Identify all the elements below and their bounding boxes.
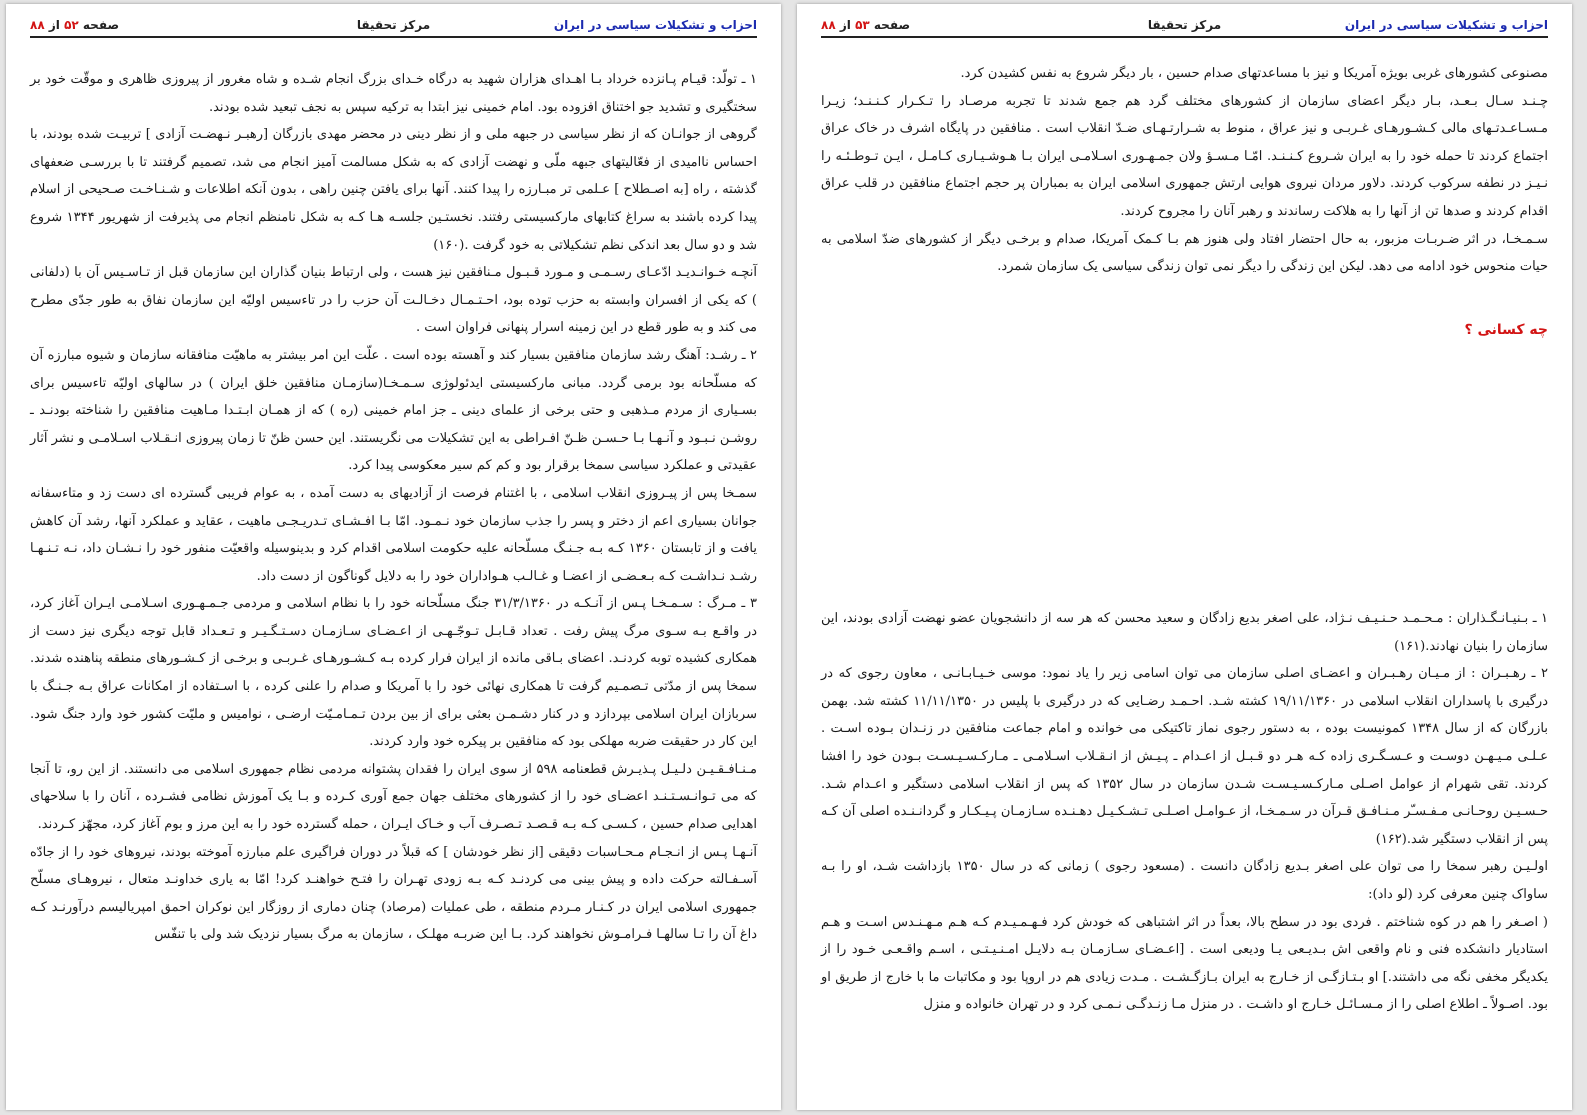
paragraph: اولـیـن رهبر سمخا را می توان علی اصغر بـدیع زادگان دانست . (مسعود رجوی ) زمانی که در سال ۱۳۵۰ بازداشت شـد، او را بـه ساواک چنین معرفی کرد (لو داد): [821,859,1548,902]
paragraph: سمـخا پس از پیـروزی انقلاب اسلامی ، با اغتنام فرصت از آزادیهای به دست آمده ، به عوام فریبی گسترده ای دست زد و متاءسفانه جوانان بسیاری اعم از دختر و پسر را جذب سازمان خود نـمـود. امّا بـا افـشـای تـدریـجـی ماهیت ، عقاید و عملکرد آنها، رشد آن کاهش یافت و از تابستان ۱۳۶۰ کـه بـه جـنـگ مسلّحانه علیه حکومت اسلامی اقدام کرد و بدینوسیله واقعیّت منفور خود را نـشـان داد، نـه تـنـهـا رشـد نـداشـت کـه بـعـضـی از اعضـا و غـالـب هـواداران خود را به دلایل گوناگون از دست داد. [30,485,757,584]
page-52 [6,4,781,1110]
current-page: ۵۳ [855,18,870,32]
paragraph: چـنـد سـال بـعـد، بـار دیگر اعضای سازمان از کشورهای مختلف گرد هم جمع شدند تا تجربه مرصـاد را تـکـرار کـنـنـد؛ زیـرا مـسـاعـدتـهای مالی کـشـورهـای غـربـی و نیز عراق ، منوط به شـرارتـهـای ضـدّ انقلاب است . منافقین در پایگاه اشرف در خاک عراق اجتماع کردند تا حمله خود را به ایران شـروع کـنـنـد. امّـا مـسـؤ ولان جمـهـوری اسـلامـی ایران بـا هـوشـیـاری کـامـل ، ایـن تـوطـئـه را نـیـز در نطفه سرکوب کردند. دلاور مردان نیروی هوایی ارتش جمهوری اسلامی ایران به بمباران پر حجم اجتماع منافقین در قلب عراق اقدام کردند و صدها تن از آنها را به هلاکت رساندند و رهبر آنان را مجروح کردند. [821,93,1549,219]
paragraph: سـمـخـا، در اثر ضـربـات مزبور، به حال احتضار افتاد ولی هنوز هم بـا کـمک آمریکا، صدام و برخـی دیگر از کشورهای ضدّ اسلامی به حیات منحوس خود ادامه می دهد. لیکن این زندگی را دیگر نمی توان زندگی سیاسی یک سازمان شمرد. [821,231,1548,275]
paragraph: گروهی از جوانـان که از نظر سیاسی در جبهه ملی و از نظر دینی در محضر مهدی بازرگان [رهبـر نـهضـت آزادی ] تربیـت شده بودند، با احساس ناامیدی از فعّالیتهای جبهه ملّی و نهضت آزادی که به شکل مسالمت آمیز انجام می شد، تصمیم گرفتند تا با بررسـی ضعفهای گذشته ، راه [به اصـطلاح ] عـلمی تر مبـارزه را پیدا کنند. آنها برای یافتن چنین راهی ، بدون آنکه اطلاعات و شـنـاخـت صـحیحی از اسلام پیدا کرده باشند به سراغ کتابهای مارکسیستی رفتند. نخستـین جلسـه هـا کـه به شکل نامنظم انجام می پذیرفت از شهریور ۱۳۴۴ شروع شد و دو سال بعد اندکی نظم تشکیلاتی به خود گرفت .(۱۶۰) [30,127,757,253]
current-page: ۵۲ [64,18,79,32]
of-word: از [839,18,851,32]
page-body-bottom [821,605,1548,1019]
publisher-name: مرکز تحقیقا [356,18,431,32]
page-number [821,18,910,32]
publisher-name: مرکز تحقیقا [1147,18,1222,32]
paragraph: آنـهـا پـس از انـجـام مـحـاسبات دقیقی [از نظر خودشان ] که قبلاً در دوران فراگیری علم مبارزه آموخته بودند، نیروهای خود را از جادّه آسـفـالته حرکت داده و پیش بینی می کردنـد کـه بـه زودی تهـران را فتـح خواهنـد کرد! امّا به یاری خداونـد متعال ، نیروهـای مسلّح جمهوری اسلامی ایران در کـنـار مـردم منطقه ، طی عملیات (مرصاد) چنان دماری از روزگار این نوکران احمق امپریالیسم درآورنـد کـه داغ آن را تـا سالهـا فـرامـوش نخواهند کرد. بـا این ضربـه مهلـک ، سازمان به مرگ بسیار نزدیک شد ولی با تنفّس [30,844,757,943]
paragraph: مـنـافـقـیـن دلـیـل پـذیـرش قطعنامه ۵۹۸ از سوی ایران را فقدان پشتوانه مردمی نظام جمهوری اسلامی می دانستند. از این رو، تا آنجا که می تـوانـسـتـنـد اعضـای خود را از کشورهای مختلف جهان جمع آوری کـرده و بـا یک آموزش نظامی فشـرده ، آنان را با سلاحهای اهدایی صدام حسین ، کـسـی کـه بـه قـصـد تـصـرف آب و خـاک ایـران ، حمله گسترده خود را به این مرز و بوم آغاز کرد، مجهّز کـردند. [30,761,757,833]
page-body [30,66,757,949]
page-header [30,16,757,38]
paragraph: ۱ ـ بـنیـانـگـذاران : مـحـمـد حـنـیـف نـژاد، علی اصغر بدیع زادگان و سعید محسن که هر سه از دانشجویان عضو نهضت آزادی بودند، این سازمان را بنیان نهادند.(۱۶۱) [821,611,1548,654]
book-title: احزاب و تشکیلات سیاسی در ایران [553,18,757,32]
page-body-top [821,60,1548,281]
page-53 [797,4,1572,1110]
of-word: از [48,18,60,32]
paragraph: آنچـه خـوانـدیـد ادّعـای رسـمـی و مـورد قـبـول مـنافقین نیز هست ، ولی ارتباط بنیان گذاران این سازمان قبل از تـاسـیس آن با (دلفانی ) که یکی از افسران وابسته به حزب توده بود، احـتـمـال دخـالـت آن حزب را در تاءسیس اولیّه این سازمان نفاق به طور جدّی مطرح می کند و به طور قطع در این زمینه اسرار پنهانی فراوان است . [30,265,757,336]
paragraph: ۳ ـ مـرگ : سـمـخـا پـس از آنـکـه در ۳۱/۳/۱۳۶۰ جنگ مسلّحانه خود را با نظام اسلامی و مردمی جـمـهـوری اسـلامـی ایـران آغاز کرد، در واقـع بـه سـوی مرگ پیش رفت . تعداد قـابـل تـوجّـهـی از اعـضـای سـازمـان دسـتـگـیـر و تـعـداد قابل توجه دیگری نیز دست از همکاری کشیده توبه کردنـد. اعضای بـاقی مانده از ایران فرار کرده بـه کـشـورهـای غـربـی و برخـی از کـشـورهای منطقه پناهنده شدند. سمخا پس از مدّتی تـصمـیم گرفت تا همکاری نهائی خود را با آمریکا و صدام را علنی کرده ، با اسـتفاده از امکانات عراق بـه جـنـگ با سربازان ایران اسلامی بپردازد و در کنار دشـمـن بعثی برای از بین بردن تـمـامـیّت ارضـی ، نوامیس و ملیّت کشور خود وارد جنگ شود. این کار در حقیقت ضربه مهلکی بود که منافقین بر پیکره خود وارد کردند. [30,596,757,750]
paragraph: ۲ ـ رشـد: آهنگ رشد سازمان منافقین بسیار کند و آهسته بوده است . علّت این امر بیشتر به ماهیّت منافقانه سازمان و شیوه مبارزه آن که مسلّحانه بود برمی گردد. مبانی مارکسیستی ایدئولوژی سـمـخـا(سازمـان منافقین خلق ایران ) در سالهای اولیّه تاءسیس برای بسـیاری از مردم مـذهبی و حتی برخی از علمای دینی ـ جز امام خمینی (ره ) که از همـان ابـتـدا مـاهیت منافقین را شناخته بودنـد ـ روشـن نـبـود و آنـهـا بـا حـسـن ظـنّ افـراطی به این تشکیلات می نگریستند. این حسن ظنّ تا زمان پیروزی انـقـلاب اسـلامـی و نشر آثار عقیدتی و عملکرد سیاسی سمخا برقرار بود و کم کم سیر معکوسی پیدا کرد. [30,347,757,474]
page-word: صفحه [873,18,911,32]
total-pages: ۸۸ [821,18,836,32]
paragraph: ۱ ـ تولّد: قیـام پـانزده خرداد بـا اهـدای هزاران شهید به درگاه خـدای بزرگ انجام شـده و شاه مغرور از پیروزی ظاهری و موقّت خود بر سختگیری و تشدید جو اختناق افزوده بود. امام خمینی نیز ابتدا به ترکیه سپس به نجف تبعید شده بودند. [30,72,757,115]
total-pages: ۸۸ [30,18,45,32]
page-header [821,16,1548,38]
section-heading: چه کسانی ؟ [1464,322,1548,338]
page-number [30,18,119,32]
paragraph: ۲ ـ رهـبـران : از مـیـان رهـبـران و اعضـای اصلی سازمان می توان اسامی زیر را یاد نمود: موسی خـیـابـانـی ، معاون رجوی که در درگیری با پاسداران انقلاب اسلامی در ۱۹/۱۱/۱۳۶۰ کشته شـد. احـمـد رضـایی که در درگیری با پلیس در ۱۱/۱۱/۱۳۵۰ کشته شد. بهمن بازرگان که از سال ۱۳۴۸ کمونیست بوده ، به دستور رجوی نماز تاکتیکی می خوانده و امام جماعت منافقین در زنـدان بـوده اسـت . عـلـی مـیـهـن دوسـت و عـسـگـری زاده کـه هـر دو قـبـل از اعـدام ـ پـیـش از انـقـلاب اسـلامـی ـ مـارکـسـیـسـت بـودن خود را افشا کردند. تقی شهرام از عوامل اصـلی مـارکـسـیـسـت شـدن سازمان در سال ۱۳۵۲ که پس از انقلاب اسلامی دستگیر و اعـدام شـد. حـسـیـن روحـانـی مـفـسـّر مـنـافـق قـرآن در سـمـخـا، از عـوامـل اصـلـی تـشـکـیـل دهـنـده سـازمـان پـیـکـار و گردانـنـده اصلی آن کـه پس از انقلاب دستگیر شد.(۱۶۲) [821,666,1548,847]
paragraph: ( اصـغر را هم در کوه شناختم . فردی بود در سطح بالا، بعداً در اثر اشتباهی که خودش کرد فـهـمـیـدم کـه هـم مـهـنـدس اسـت و هـم استادیار دانشکده فنی و نام واقعی اش بـدیـعی یـا ودیعی است . [اعـضـای سـازمـان بـه دلایـل امـنـیـتـی ، اسـم واقـعـی خـود را از یکدیگر مخفی نگه می داشتند.] او بـتـازگـی از خـارج به ایران بـازگـشـت . مـدت زیادی هم در اروپا بود و مکاتبات ما با خارج از طریق او بود. اصـولاً ـ اطلاع اصلی را از مـسـائـل خـارج او داشـت . در منزل مـا زنـدگـی نـمـی کرد و در تهران خانواده و منزل [821,914,1548,1013]
page-word: صفحه [82,18,120,32]
book-title: احزاب و تشکیلات سیاسی در ایران [1344,18,1548,32]
paragraph: مصنوعی کشورهای غربی بویژه آمریکا و نیز با مساعدتهای صدام حسین ، بار دیگر شروع به نفس کشیدن کرد. [960,66,1548,81]
